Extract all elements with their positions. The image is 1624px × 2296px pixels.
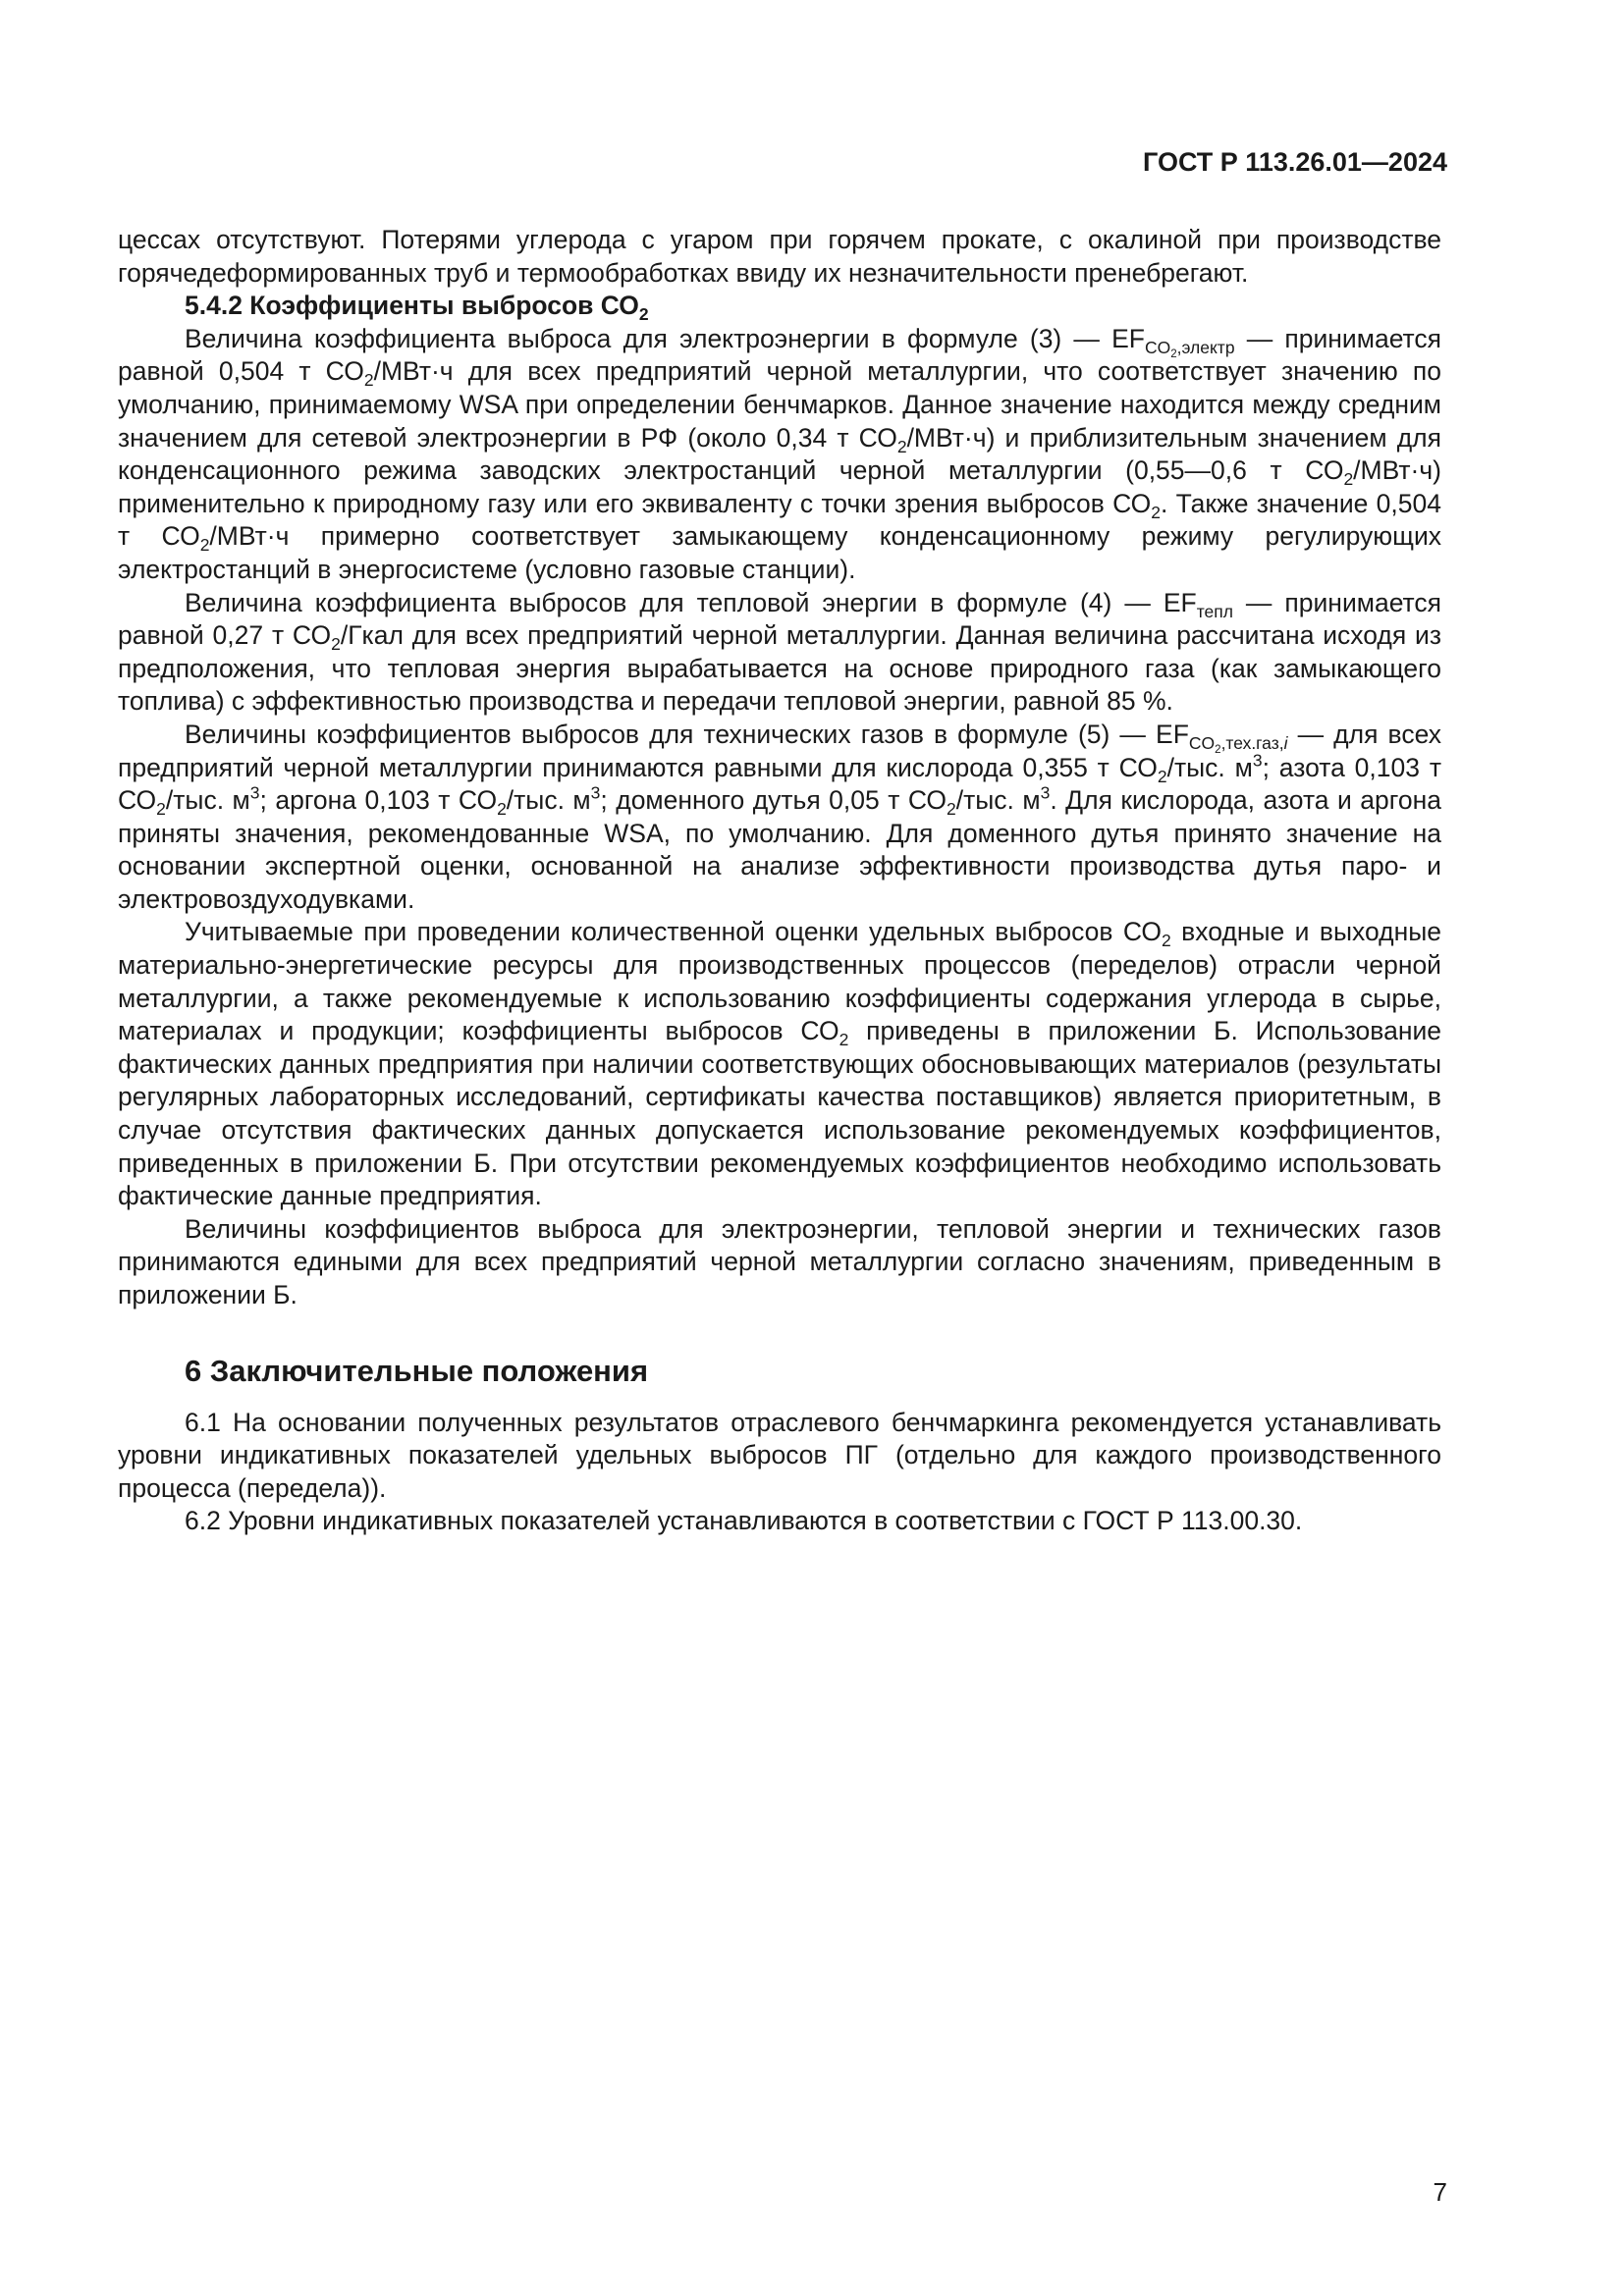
subscript: 2 (839, 1030, 849, 1050)
text-run: /Гкал для всех предприятий черной металлургии. Данная величина рассчитана исходя из предположения, что тепловая энергия вырабатывается на основе природного газа (как замыкающего топлива) с эффективностью производства и передачи тепловой энергии, равной 85 %. (118, 620, 1442, 717)
text-run: 6.1 На основании полученных результатов отраслевого бенчмаркинга рекомендуется устанавливать уровни индикативных показателей удельных выбросов ПГ (отдельно для каждого производственного процесса (передела)). (118, 1407, 1441, 1503)
text-run: Величина коэффициента выброса для электроэнергии в формуле (3) — EF (185, 323, 1145, 353)
paragraph-uniform-factors (118, 1213, 1441, 1312)
section-heading-6: 6 Заключительные положения (185, 1353, 649, 1388)
subscript (1188, 733, 1288, 757)
subsection-heading-5-4-2 (118, 290, 1441, 323)
subscript: 2 (896, 436, 907, 456)
paragraph-6-1 (118, 1407, 1441, 1506)
paragraph-continuation (118, 224, 1441, 290)
superscript: 3 (1040, 782, 1051, 803)
text-run: 6.2 Уровни индикативных показателей устанавливаются в соответствии с ГОСТ Р 113.00.30. (185, 1506, 1303, 1536)
text-run: /МВт·ч примерно соответствует замыкающему конденсационному режиму регулирующих электростанций в энергосистеме (условно газовые станции). (118, 521, 1442, 584)
text-run: ; доменного дутья 0,05 т СО (600, 785, 947, 816)
text-run: /МВт·ч) и приблизительным значением для конденсационного режима заводских электростанций черной металлургии (0,55—0,6 т СО (118, 422, 1441, 486)
subscript: 2 (1151, 502, 1161, 522)
text-run: — принимается равной 0,27 т СО (118, 587, 1441, 651)
text-run: приведены в приложении Б. Использование фактических данных предприятия при наличии соответствующих обосновывающих материалов (результаты регулярных лабораторных исследований, сертификаты качества поставщиков) является приоритетным, в случае отсутствия фактических данных допускается использование рекомендуемых коэффициентов, приведенных в приложении Б. При отсутствии рекомендуемых коэффициентов необходимо использовать фактические данные предприятия. (118, 1016, 1441, 1211)
subscript: 2 (156, 799, 166, 820)
subscript-text: CO (1144, 337, 1171, 357)
superscript: 3 (590, 782, 601, 803)
subscript: тепл (1196, 601, 1233, 621)
subscript-nested: 2 (1170, 347, 1177, 360)
text-run: . Для кислорода, азота и аргона приняты значения, рекомендованные WSA, по умолчанию. Для доменного дутья принято значение на основании экспертной оценки, основанной на анализе эффективности производства дутья паро- и электровоздуходувками. (118, 785, 1441, 914)
subscript: 2 (947, 799, 956, 820)
subscript: 2 (638, 304, 649, 325)
text-run: /МВт·ч) применительно к природному газу или его эквиваленту с точки зрения выбросов СО (118, 455, 1441, 518)
text-run: Величины коэффициентов выбросов для технических газов в формуле (5) — EF (185, 719, 1189, 749)
page-number: 7 (1433, 2177, 1447, 2207)
subscript-italic: i (1283, 733, 1288, 754)
text-run: ; азота 0,103 т СО (118, 752, 1441, 816)
text-run: /тыс. м (955, 785, 1041, 816)
superscript: 3 (1252, 750, 1263, 771)
subscript-text: ,электр (1176, 337, 1235, 357)
subscript (1144, 337, 1235, 360)
text-run: /тыс. м (165, 785, 250, 816)
text-run: /тыс. м (506, 785, 591, 816)
subscript-text: CO (1188, 733, 1216, 754)
paragraph-electricity-factor (118, 323, 1441, 587)
subscript-text: ,тех.газ, (1220, 733, 1284, 754)
text-run: . Также значение 0,504 т СО (118, 488, 1442, 552)
text-run: Величины коэффициентов выброса для электроэнергии, тепловой энергии и технических газов принимаются едиными для всех предприятий черной металлургии согласно значениям, приведенным в приложении Б. (118, 1213, 1441, 1309)
superscript: 3 (249, 782, 260, 803)
subscript: 2 (199, 535, 210, 556)
text-run: — для всех предприятий черной металлургии принимаются равными для кислорода 0,355 т СО (118, 719, 1441, 782)
paragraph-6-2 (118, 1505, 1441, 1538)
text-run: /МВт·ч для всех предприятий черной металлургии, что соответствует значению по умолчанию, принимаемому WSA при определении бенчмарков. Данное значение находится между средним значением для сетевой электроэнергии в РФ (около 0,34 т СО (118, 356, 1442, 453)
text-run: ; аргона 0,103 т СО (259, 785, 498, 816)
text-run: цессах отсутствуют. Потерями углерода с угаром при горячем прокате, с окалиной при производстве горячедеформированных труб и термообработках ввиду их незначительности пренебрегают. (118, 225, 1441, 288)
subscript: 2 (497, 799, 507, 820)
subscript: 2 (331, 634, 341, 655)
subscript: 2 (1343, 469, 1354, 490)
paragraph-resources-appendix (118, 916, 1441, 1212)
subscript: 2 (1162, 931, 1171, 951)
text-run: — принимается равной 0,504 т СО (118, 323, 1441, 387)
text-run: Величина коэффициента выбросов для тепловой энергии в формуле (4) — EF (185, 587, 1197, 617)
text-run: 5.4.2 Коэффициенты выбросов СО (185, 291, 639, 321)
document-body (118, 224, 1441, 1538)
document-number: ГОСТ Р 113.26.01—2024 (1143, 147, 1447, 177)
subscript: 2 (363, 370, 374, 391)
paragraph-heat-factor (118, 587, 1441, 719)
subscript: 2 (1157, 766, 1167, 786)
text-run: входные и выходные материально-энергетические ресурсы для производственных процессов (переделов) отрасли черной металлургии, а также рекомендуемые к использованию коэффициенты содержания углерода в сырье, материалах и продукции; коэффициенты выбросов СО (118, 917, 1441, 1046)
text-run: /тыс. м (1166, 752, 1253, 782)
paragraph-technical-gases-factor (118, 719, 1441, 917)
text-run: Учитываемые при проведении количественной оценки удельных выбросов СО (185, 917, 1163, 947)
subscript-nested: 2 (1215, 744, 1221, 757)
